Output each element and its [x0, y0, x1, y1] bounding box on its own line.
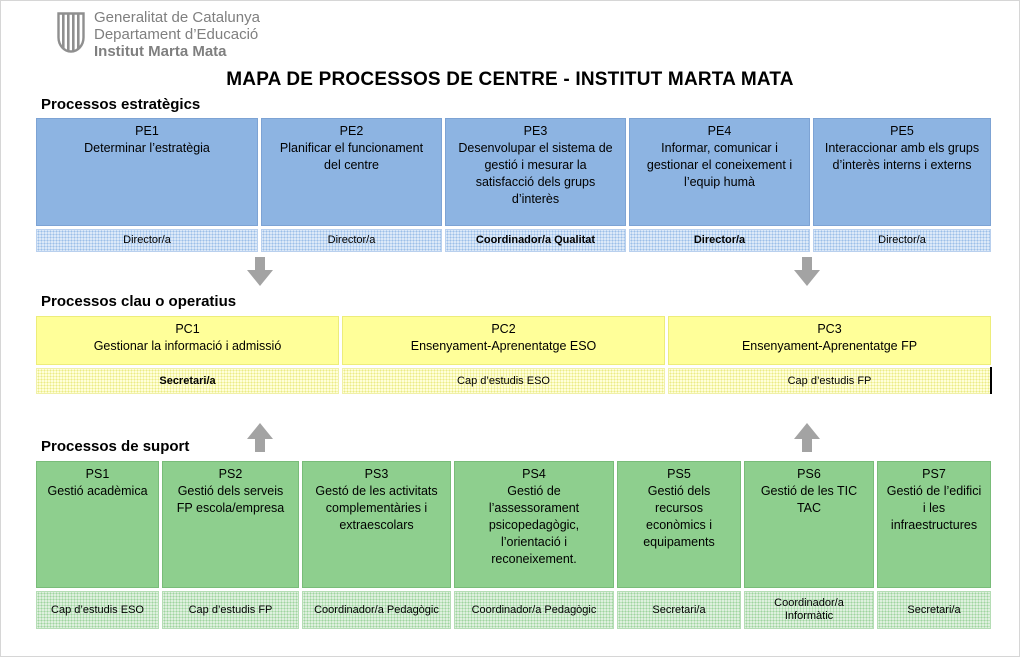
responsible-pe5: Director/a — [813, 229, 991, 252]
process-label: Gestió de l’assessorament psicopedagògic, l’orientació i reconeixement. — [488, 484, 580, 566]
process-code: PS1 — [85, 467, 110, 481]
process-label: Gestionar la informació i admissió — [93, 339, 282, 353]
responsible-pc1: Secretari/a — [36, 368, 339, 394]
process-box-ps5 — [617, 461, 741, 588]
process-label: Gestió dels serveis FP escola/empresa — [176, 484, 285, 515]
process-code: PS4 — [522, 467, 546, 481]
strategic-responsible-row — [36, 229, 991, 252]
logo-line-institut: Institut Marta Mata — [94, 43, 227, 60]
process-label: Desenvolupar el sistema de gestió i mesurar la satisfacció dels grups d’interès — [458, 141, 613, 206]
process-box-pc2 — [342, 316, 665, 365]
process-box-pe3 — [445, 118, 626, 226]
responsible-pc2: Cap d’estudis ESO — [342, 368, 665, 394]
responsible-pc3: Cap d’estudis FP — [668, 368, 991, 394]
responsible-ps7: Secretari/a — [877, 591, 991, 629]
process-box-pe5 — [813, 118, 991, 226]
responsible-pe1: Director/a — [36, 229, 258, 252]
responsible-ps1: Cap d’estudis ESO — [36, 591, 159, 629]
process-code: PS2 — [218, 467, 243, 481]
process-code: PS3 — [364, 467, 389, 481]
process-box-pc1 — [36, 316, 339, 365]
process-box-ps1 — [36, 461, 159, 588]
page-title: MAPA DE PROCESSOS DE CENTRE - INSTITUT MARTA MATA — [226, 69, 794, 90]
responsible-ps3: Coordinador/a Pedagògic — [302, 591, 451, 629]
generalitat-shield-icon — [56, 11, 86, 61]
process-code: PS7 — [922, 467, 946, 481]
up-arrow-icon — [245, 422, 275, 452]
process-label: Determinar l’estratègia — [84, 141, 210, 155]
process-box-pe4 — [629, 118, 810, 226]
process-box-pc3 — [668, 316, 991, 365]
down-arrow-icon — [792, 257, 822, 287]
process-label: Gestió de l’edifici i les infraestructures — [886, 484, 982, 532]
process-code: PS5 — [667, 467, 691, 481]
generalitat-header — [56, 9, 260, 61]
process-label: Gestió de les TIC TAC — [760, 484, 858, 515]
responsible-pe2: Director/a — [261, 229, 442, 252]
logo-line-generalitat: Generalitat de Catalunya — [94, 9, 260, 26]
process-label: Gestó de les activitats complementàries i extraescolars — [315, 484, 438, 532]
process-box-ps3 — [302, 461, 451, 588]
text-cursor — [990, 367, 992, 394]
process-box-ps2 — [162, 461, 299, 588]
process-code: PC2 — [491, 322, 516, 336]
responsible-ps5: Secretari/a — [617, 591, 741, 629]
process-code: PE4 — [707, 124, 732, 138]
process-code: PE1 — [135, 124, 159, 138]
process-box-pe1 — [36, 118, 258, 226]
responsible-ps2: Cap d’estudis FP — [162, 591, 299, 629]
process-box-ps7 — [877, 461, 991, 588]
process-label: Ensenyament-Aprenentatge FP — [741, 339, 918, 353]
responsible-pe3: Coordinador/a Qualitat — [445, 229, 626, 252]
process-label: Ensenyament-Aprenentatge ESO — [410, 339, 597, 353]
process-box-pe2 — [261, 118, 442, 226]
support-responsible-row — [36, 591, 991, 629]
process-label: Gestió acadèmica — [47, 484, 148, 498]
process-label: Gestió dels recursos econòmics i equipaments — [643, 484, 715, 549]
responsible-ps4: Coordinador/a Pedagògic — [454, 591, 614, 629]
process-code: PC3 — [817, 322, 842, 336]
heading-processos-estrategics: Processos estratègics — [41, 96, 201, 113]
process-code: PE5 — [890, 124, 914, 138]
support-process-row — [36, 461, 991, 588]
responsible-pe4: Director/a — [629, 229, 810, 252]
process-label: Planificar el funcionament del centre — [279, 141, 424, 172]
process-code: PS6 — [797, 467, 821, 481]
heading-processos-clau: Processos clau o operatius — [41, 293, 237, 310]
logo-line-departament: Departament d’Educació — [94, 26, 259, 43]
down-arrow-icon — [245, 257, 275, 287]
process-label: Informar, comunicar i gestionar el coneixement i l’equip humà — [646, 141, 793, 189]
process-code: PE3 — [523, 124, 548, 138]
process-code: PC1 — [175, 322, 200, 336]
process-box-ps6 — [744, 461, 874, 588]
key-process-row — [36, 316, 991, 365]
process-box-ps4 — [454, 461, 614, 588]
responsible-ps6: Coordinador/a Informàtic — [744, 591, 874, 629]
key-responsible-row — [36, 368, 991, 394]
strategic-process-row — [36, 118, 991, 226]
process-label: Interaccionar amb els grups d’interès interns i externs — [824, 141, 980, 172]
process-code: PE2 — [339, 124, 364, 138]
up-arrow-icon — [792, 422, 822, 452]
heading-processos-suport: Processos de suport — [41, 438, 190, 455]
